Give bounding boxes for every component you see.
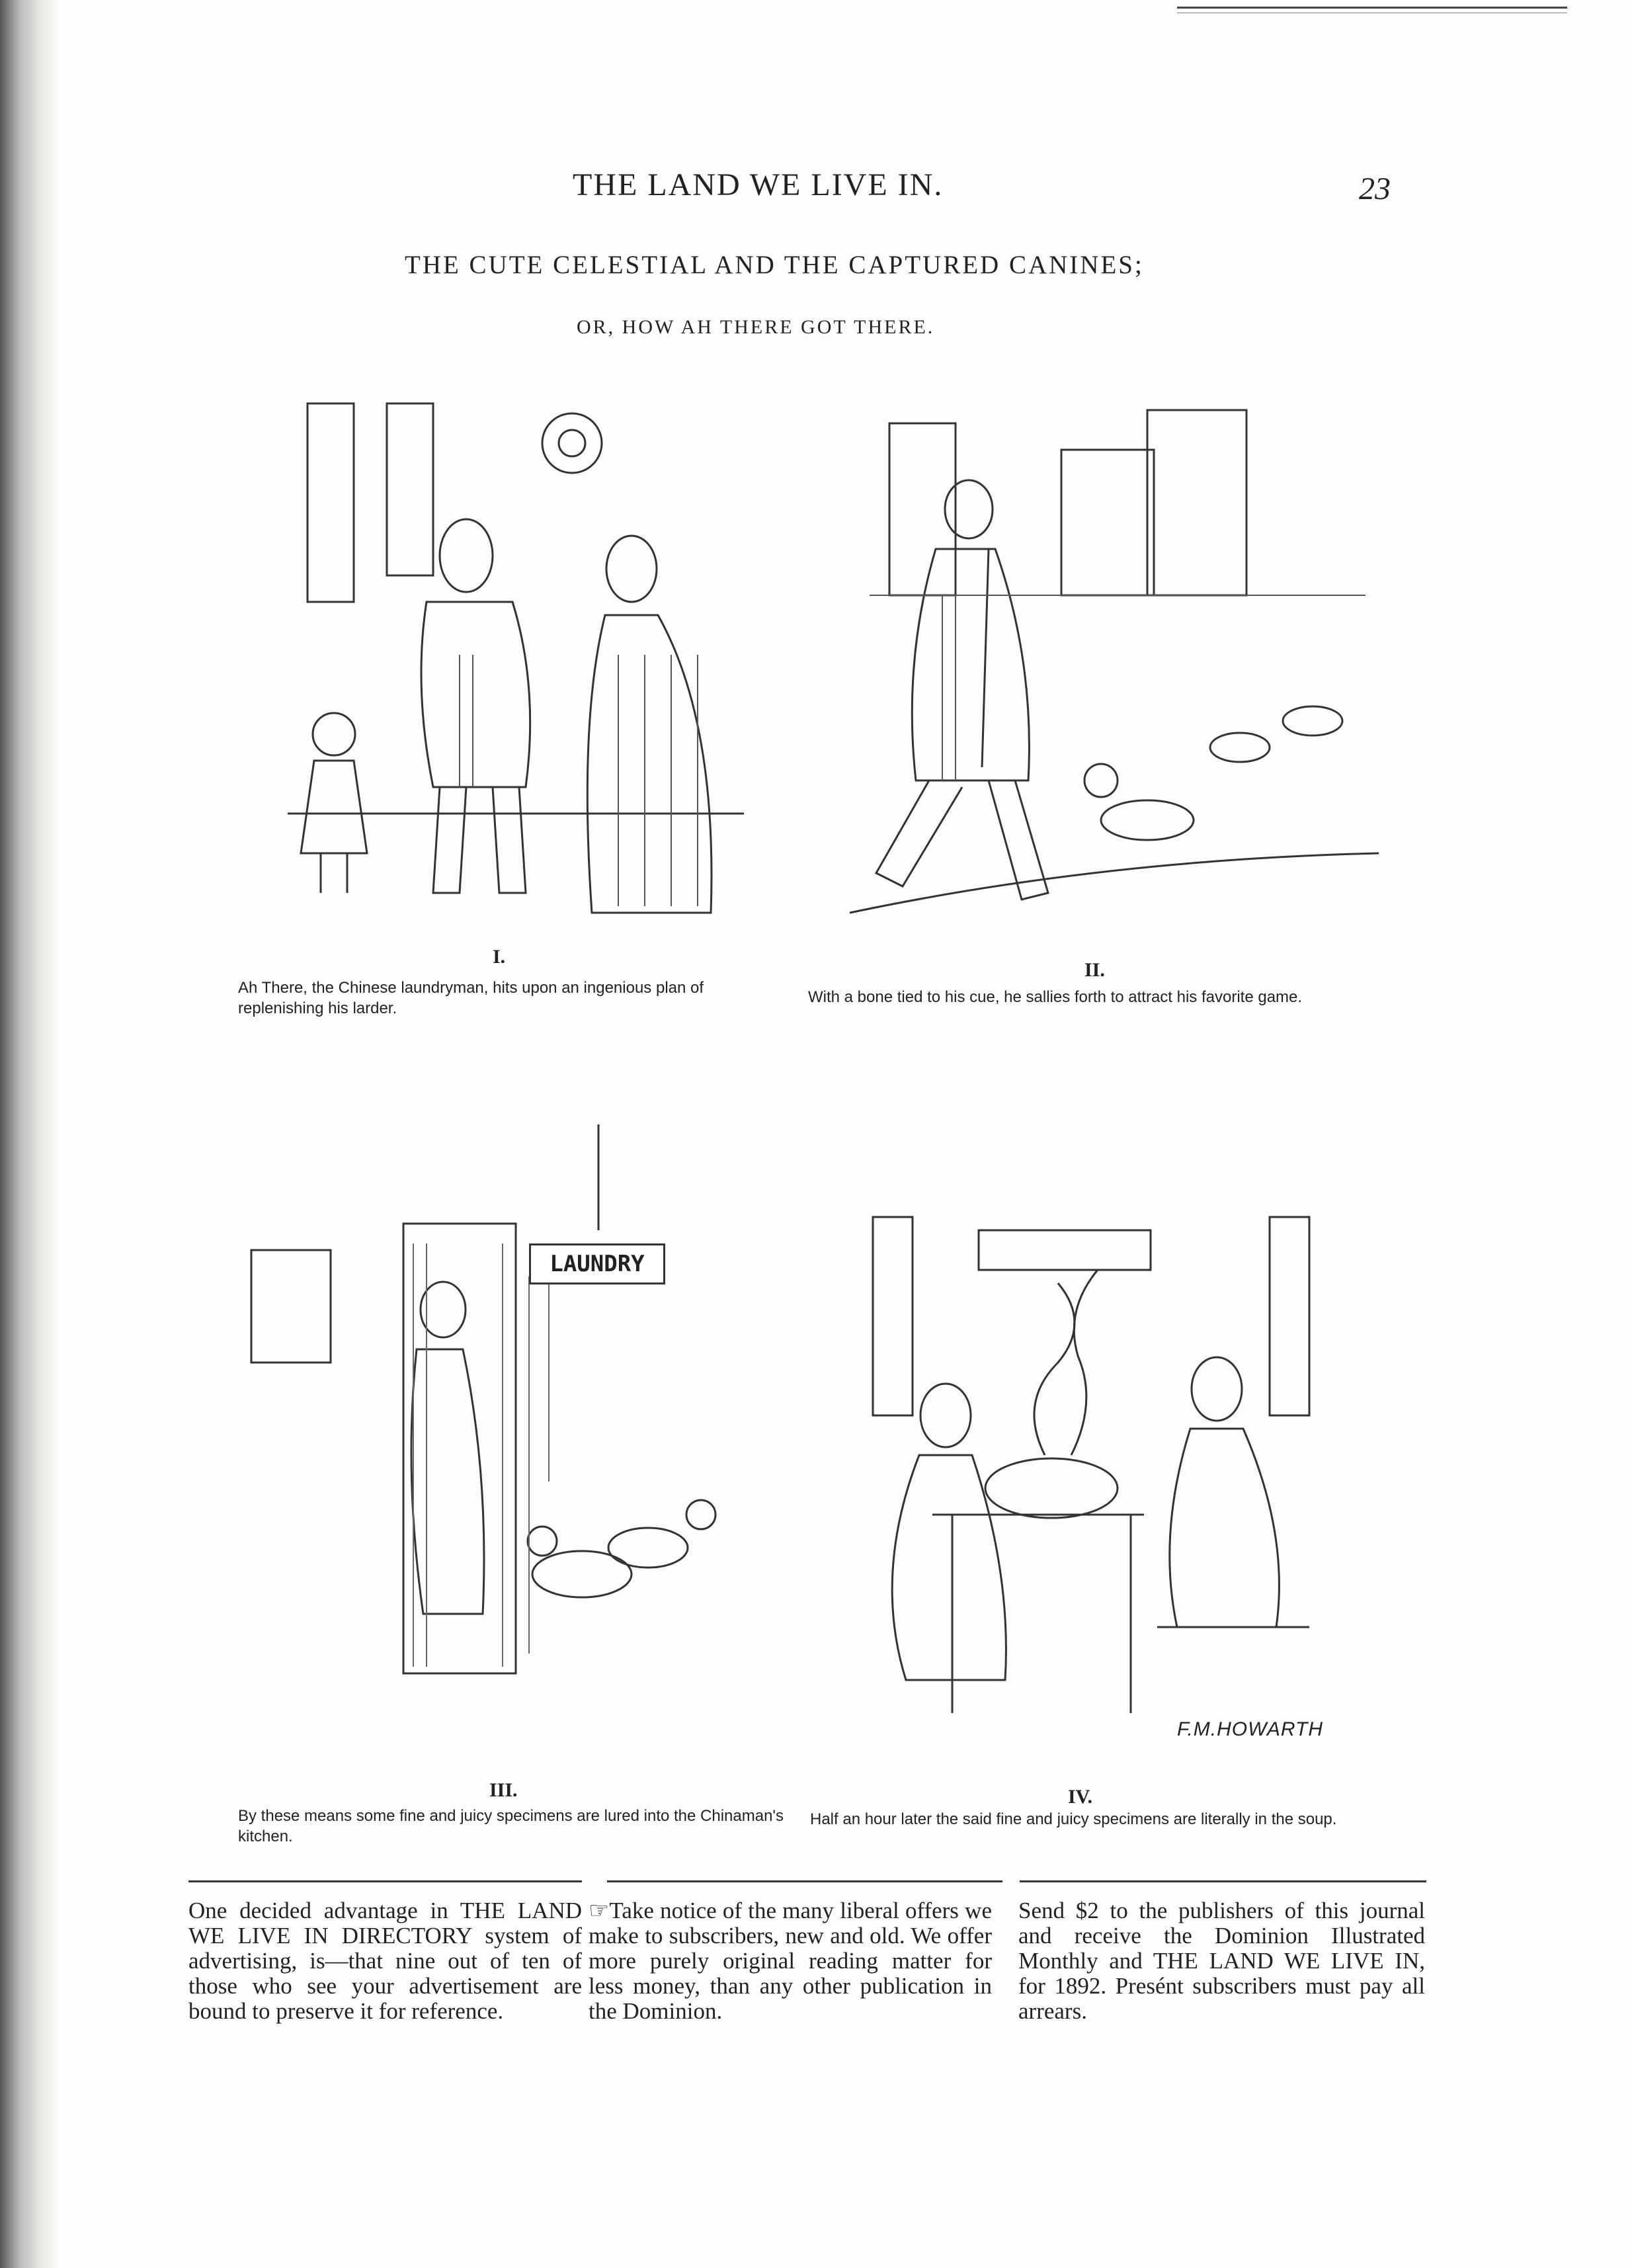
running-head: THE LAND WE LIVE IN. xyxy=(573,167,944,202)
ad-column-2: ☞Take notice of the many liberal offers we make to subscribers, new and old. We offer more purely original reading matter for less money, than any other publication in the Dominion. xyxy=(589,1898,992,2024)
top-rule xyxy=(1177,7,1567,13)
illustration-panel-1 xyxy=(261,390,757,933)
column-rule-2 xyxy=(607,1880,1002,1882)
panel-4-numeral: IV. xyxy=(1068,1786,1092,1808)
panel-2-numeral: II. xyxy=(1084,959,1105,981)
illustration-panel-2 xyxy=(836,397,1385,939)
panel-3-numeral: III. xyxy=(489,1779,518,1801)
page-binding-edge xyxy=(0,0,60,2268)
panel-3-drawing xyxy=(238,1111,787,1733)
article-title: THE CUTE CELESTIAL AND THE CAPTURED CANINES; xyxy=(405,251,1144,279)
laundry-sign: LAUNDRY xyxy=(529,1243,665,1284)
page-number: 23 xyxy=(1359,171,1391,206)
panel-1-drawing xyxy=(261,390,757,933)
illustration-panel-4 xyxy=(846,1204,1362,1720)
artist-signature: F.M.HOWARTH xyxy=(1177,1718,1324,1740)
panel-4-caption: Half an hour later the said fine and juicy specimens are literally in the soup. xyxy=(810,1810,1337,1828)
column-rule-1 xyxy=(188,1880,582,1882)
panel-1-numeral: I. xyxy=(493,946,506,968)
column-rule-3 xyxy=(1020,1880,1426,1882)
panel-1-caption: Ah There, the Chinese laundryman, hits upon an ingenious plan of replenishing his larder. xyxy=(238,979,704,1017)
panel-4-drawing xyxy=(846,1204,1362,1720)
ad-column-1: One decided advantage in THE LAND WE LIVE IN DIRECTORY system of advertising, is—that nine out of ten of those who see your advertisement are bound to preserve it for reference. xyxy=(188,1898,582,2024)
panel-2-drawing xyxy=(836,397,1385,939)
panel-2-caption: With a bone tied to his cue, he sallies forth to attract his favorite game. xyxy=(808,988,1303,1006)
panel-3-caption: By these means some fine and juicy specimens are lured into the Chinaman's kitchen. xyxy=(238,1807,784,1845)
article-subtitle: OR, HOW AH THERE GOT THERE. xyxy=(577,316,935,338)
ad-column-3: Send $2 to the publishers of this journal and receive the Dominion Illustrated Monthly and THE LAND WE LIVE IN, for 1892. Presént subscribers must pay all arrears. xyxy=(1018,1898,1425,2024)
illustration-panel-3 xyxy=(238,1111,787,1733)
